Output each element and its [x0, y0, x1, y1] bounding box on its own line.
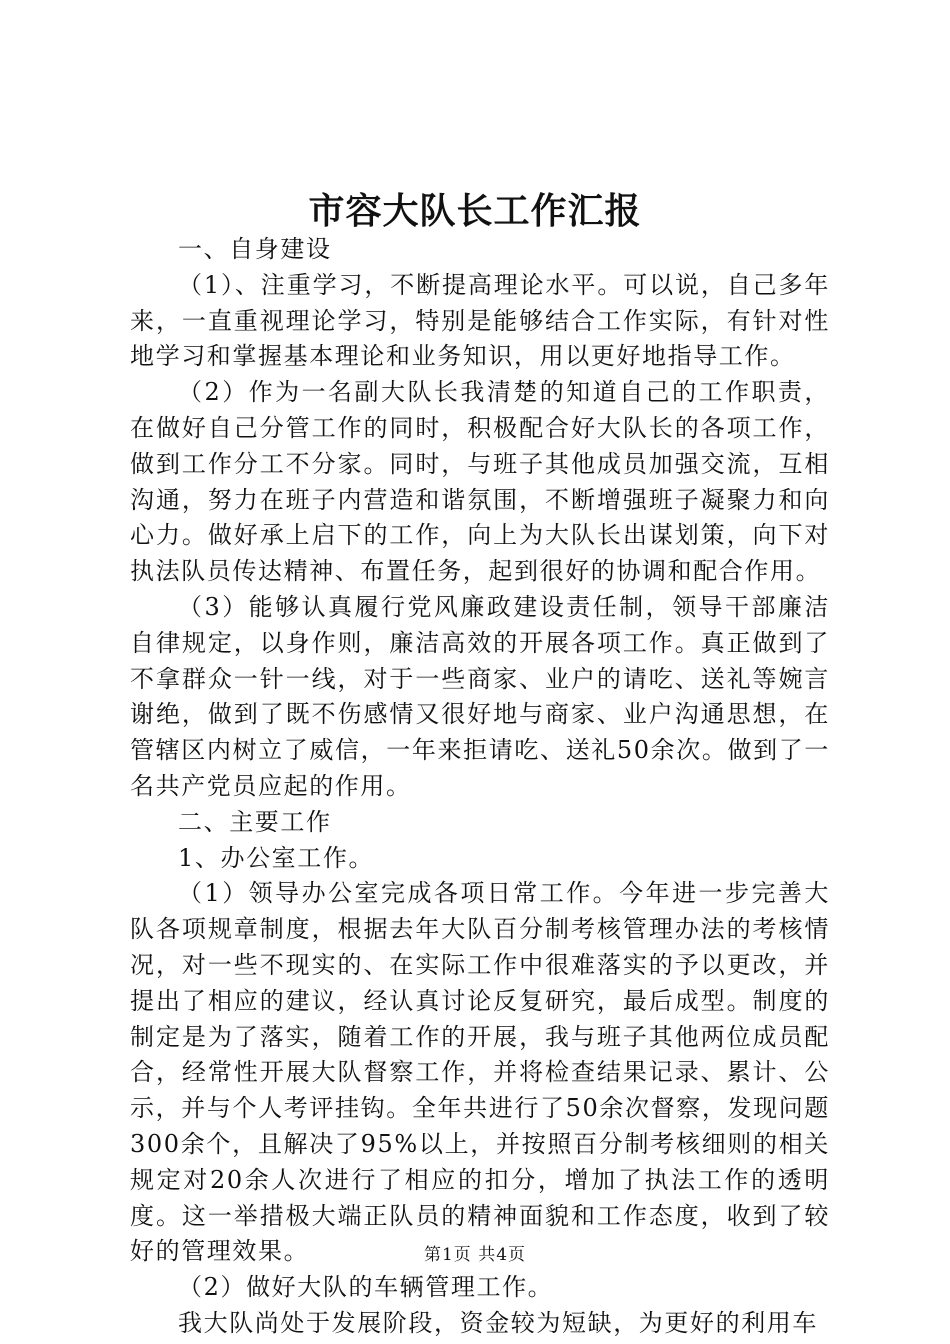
section-heading: 一、自身建设: [178, 235, 332, 263]
paragraph: （1）领导办公室完成各项日常工作。今年进一步完善大队各项规章制度，根据去年大队百分制考核管理办法的考核情况，对一些不现实的、在实际工作中很难落实的予以更改，并提出了相应的建议，经认真讨论反复研究，最后成型。制度的制定是为了落实，随着工作的开展，我与班子其他两位成员配合，经常性开展大队督察工作，并将检查结果记录、累计、公示，并与个人考评挂钩。全年共进行了50余次督察，发现问题300余个，且解决了95%以上，并按照百分制考核细则的相关规定对20余人次进行了相应的扣分，增加了执法工作的透明度。这一举措极大端正队员的精神面貌和工作态度，收到了较好的管理效果。: [130, 879, 830, 1266]
document-body: [130, 232, 830, 1342]
document-title: 市容大队长工作汇报: [308, 190, 642, 232]
paragraph: （1）、注重学习，不断提高理论水平。可以说，自己多年来，一直重视理论学习，特别是能够结合工作实际，有针对性地学习和掌握基本理论和业务知识，用以更好地指导工作。: [130, 270, 830, 371]
subsection-heading: 1、办公室工作。: [178, 843, 375, 872]
paragraph: （2）做好大队的车辆管理工作。: [178, 1273, 554, 1302]
page-footer: 第1页 共4页: [423, 1245, 527, 1265]
paragraph: （3）能够认真履行党风廉政建设责任制，领导干部廉洁自律规定，以身作则，廉洁高效的开展各项工作。真正做到了不拿群众一针一线，对于一些商家、业户的请吃、送礼等婉言谢绝，做到了既不伤感情又很好地与商家、业户沟通思想，在管辖区内树立了威信，一年来拒请吃、送礼50余次。做到了一名共产党员应起的作用。: [130, 592, 830, 800]
paragraph: 我大队尚处于发展阶段，资金较为短缺，为更好的利用车: [178, 1308, 818, 1337]
paragraph: （2）作为一名副大队长我清楚的知道自己的工作职责，在做好自己分管工作的同时，积极配合好大队长的各项工作，做到工作分工不分家。同时，与班子其他成员加强交流，互相沟通，努力在班子内营造和谐氛围，不断增强班子凝聚力和向心力。做好承上启下的工作，向上为大队长出谋划策，向下对执法队员传达精神、布置任务，起到很好的协调和配合作用。: [130, 378, 830, 586]
section-heading: 二、主要工作: [178, 807, 332, 836]
